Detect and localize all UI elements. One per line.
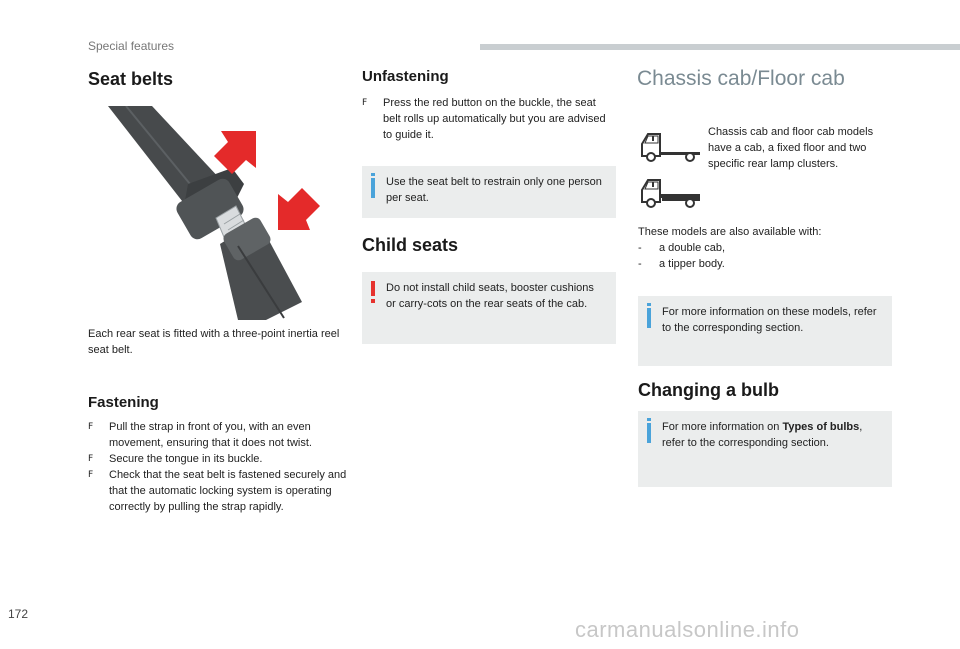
list-item: F Press the red button on the buckle, the seat belt rolls up automatically but you are advised to guide it. — [362, 97, 606, 141]
dash-marker: - — [638, 258, 642, 270]
available-list — [638, 240, 888, 272]
info-icon — [371, 178, 375, 198]
seat-belt-illustration — [88, 106, 340, 320]
arrow-up-icon — [278, 188, 320, 230]
models-info-note: For more information on these models, refer to the corresponding section. — [638, 296, 892, 366]
warning-icon — [371, 281, 375, 296]
list-item: - a double cab, — [638, 242, 726, 254]
floor-cab-truck-icon — [640, 176, 702, 210]
bullet-marker: F — [88, 422, 94, 432]
seat-belts-title: Seat belts — [88, 69, 174, 89]
child-seats-title: Child seats — [362, 235, 459, 255]
list-item: F Check that the seat belt is fastened securely and that the automatic locking system is operating correctly by pulling the strap rapidly. — [88, 469, 347, 513]
bullet-marker: F — [362, 98, 368, 108]
info-icon — [647, 423, 651, 443]
fastening-list — [88, 419, 350, 515]
types-of-bulbs-ref: Types of bulbs — [782, 421, 860, 433]
watermark: carmanualsonline.info — [575, 617, 800, 642]
bullet-marker: F — [88, 454, 94, 464]
dash-marker: - — [638, 242, 642, 254]
unfastening-title: Unfastening — [362, 68, 449, 85]
list-item: F Pull the strap in front of you, with an even movement, ensuring that it does not twist. — [88, 421, 312, 449]
seat-belts-intro: Each rear seat is fitted with a three-point inertia reel seat belt. — [88, 328, 340, 356]
bullet-marker: F — [88, 470, 94, 480]
changing-bulb-title: Changing a bulb — [638, 380, 779, 400]
list-item: F Secure the tongue in its buckle. — [88, 453, 263, 465]
chassis-title: Chassis cab/Floor cab — [637, 67, 845, 90]
arrow-down-icon — [214, 131, 256, 174]
available-intro: These models are also available with: — [638, 226, 822, 238]
header-bar — [480, 44, 960, 50]
fastening-title: Fastening — [88, 394, 159, 411]
page-number: 172 — [8, 607, 29, 621]
info-icon — [647, 308, 651, 328]
chassis-description: Chassis cab and floor cab models have a cab, a fixed floor and two specific rear lamp clusters. — [708, 126, 874, 170]
warning-note: Do not install child seats, booster cushions or carry-cots on the rear seats of the cab. — [362, 272, 616, 344]
chassis-cab-truck-icon — [640, 130, 702, 164]
bulb-info-note: For more information on Types of bulbs, refer to the corresponding section. — [638, 411, 892, 487]
unfastening-list — [362, 95, 614, 143]
info-note: Use the seat belt to restrain only one person per seat. — [362, 166, 616, 218]
section-label: Special features — [88, 39, 175, 53]
list-item: - a tipper body. — [638, 258, 725, 270]
